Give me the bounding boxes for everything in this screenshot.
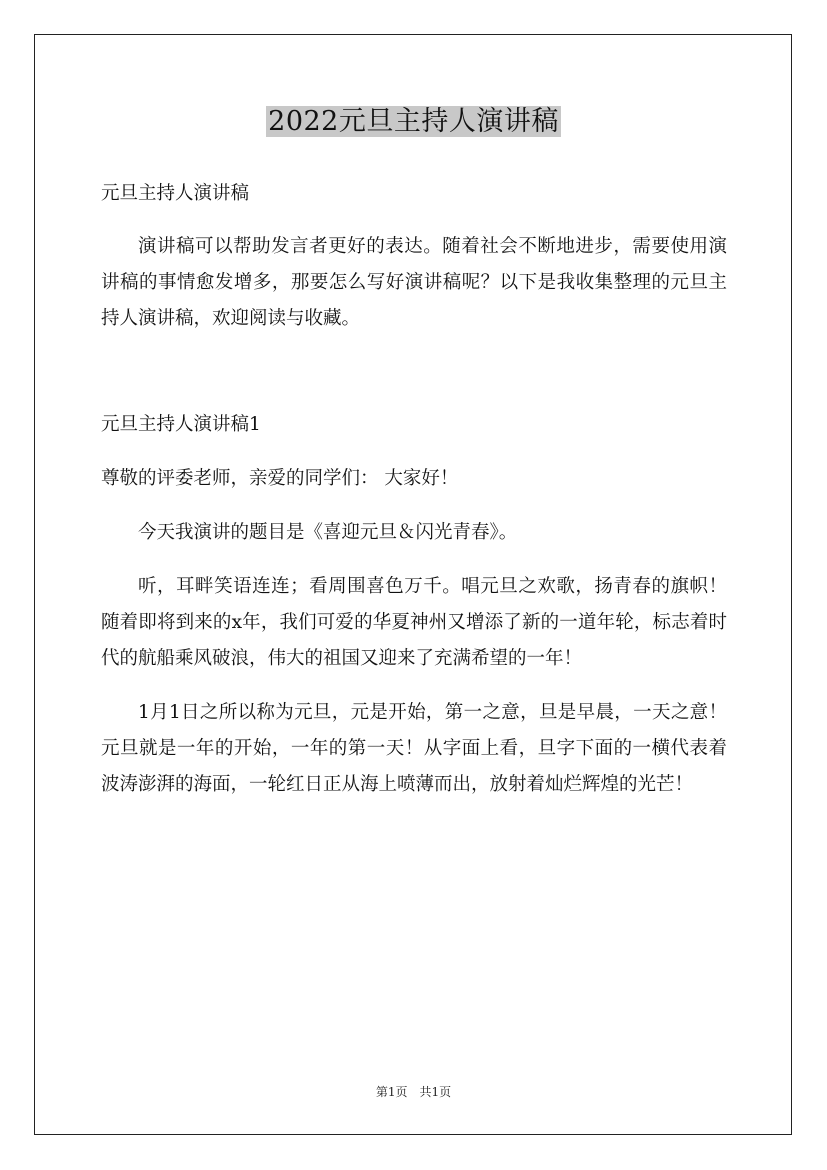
subtitle-paragraph: 元旦主持人演讲稿 [101,183,250,204]
page-number: 第1页 [375,1085,408,1099]
greeting-paragraph: 尊敬的评委老师，亲爱的同学们： 大家好！ [101,468,459,489]
page-total: 共1页 [419,1085,452,1099]
body-paragraph: 听，耳畔笑语连连；看周围喜色万千。唱元旦之欢歌，扬青春的旗帜！ 随着即将到来的x年，我们可爱的华夏神州又增添了新的一道年轮，标志着时代的航船乘风破浪，伟大的祖国又迎来了充满希望的一年！ [101,576,727,669]
page-footer [0,1084,827,1100]
section-heading: 元旦主持人演讲稿1 [101,414,261,435]
document-title-text: 2022元旦主持人演讲稿 [268,106,559,137]
document-body [101,176,727,803]
body-paragraph: 1月1日之所以称为元旦，元是开始，第一之意，旦是早晨，一天之意！元旦就是一年的开始，一年的第一天！从字面上看，旦字下面的一横代表着波涛澎湃的海面，一轮红日正从海上喷薄而出，放射着灿烂辉煌的光芒！ [101,702,727,795]
intro-paragraph: 演讲稿可以帮助发言者更好的表达。随着社会不断地进步，需要使用演讲稿的事情愈发增多，那要怎么写好演讲稿呢？以下是我收集整理的元旦主持人演讲稿，欢迎阅读与收藏。 [101,236,727,329]
topic-paragraph: 今天我演讲的题目是《喜迎元旦＆闪光青春》。 [138,522,518,543]
document-title [0,104,827,140]
